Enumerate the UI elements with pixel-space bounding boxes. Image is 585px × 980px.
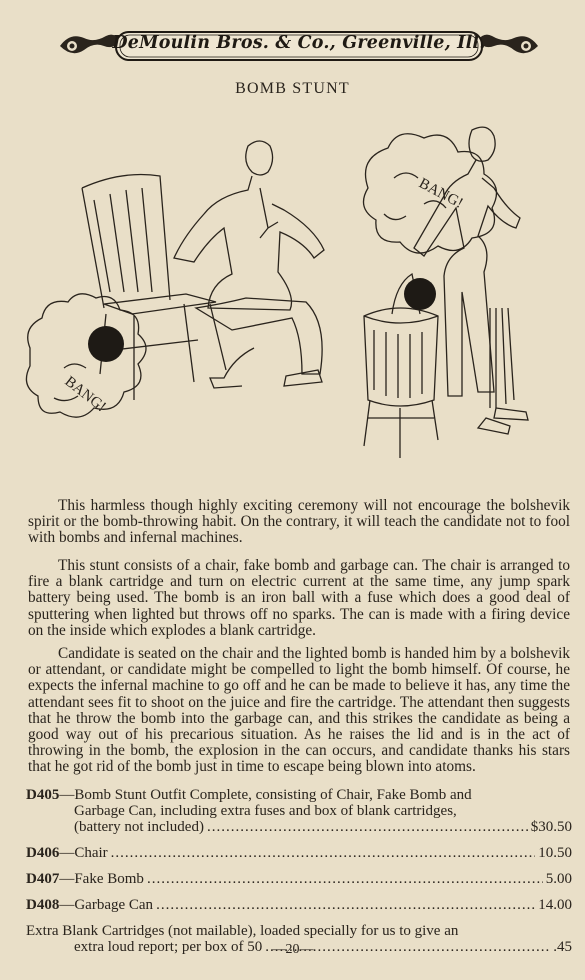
item-price: .45 [553, 939, 572, 955]
price-item-d406 [26, 845, 572, 861]
price-item-d405 [26, 787, 572, 835]
item-description-line: Extra Blank Cartridges (not mailable), loaded specially for us to give an [26, 923, 459, 939]
paragraph-description: This stunt consists of a chair, fake bomb and garbage can. The chair is arranged to fire a blank cartridge and turn on electric current at the same time, any jump spark battery being used. The bomb is an iron ball with a fuse which does a good deal of sputtering when lighted but throws off no sparks. The can is made with a firing device on the inside which explodes a blank cartridge. [28, 557, 570, 639]
startled-man [414, 127, 528, 434]
item-price: $30.50 [530, 819, 572, 835]
seated-man [174, 141, 324, 388]
item-description-line: extra loud report; per box of 50 [74, 939, 263, 955]
price-item-d408 [26, 897, 572, 913]
leader-dots [156, 897, 535, 913]
item-code: D407 [26, 871, 60, 887]
leader-dots [207, 819, 528, 835]
paragraph-procedure: Candidate is seated on the chair and the lighted bomb is handed him by a bolshevik or attendant, or candidate might be compelled to light the bomb himself. Of course, he expects the infernal machine to go off and he can be made to believe it has, any time the attendant sees fit to shoot on the juice and fire the cartridge. The attendant then suggests that he throw the bomb into the garbage can, and this strikes the candidate as being a good way out of his precarious situation. As he raises the lid and is in the act of throwing in the bomb, the explosion in the can occurs, and candidate thanks his stars that he got rid of the bomb just in time to escape being blown into atoms. [28, 645, 570, 776]
right-bomb [404, 278, 436, 310]
banner-text: DeMoulin Bros. & Co., Greenville, Ill. [112, 33, 486, 53]
item-price: 14.00 [538, 897, 572, 913]
right-bang-label: BANG! [416, 175, 466, 212]
item-price: 5.00 [545, 871, 572, 887]
item-price: 10.50 [538, 845, 572, 861]
item-description-line: —Bomb Stunt Outfit Complete, consisting of Chair, Fake Bomb and [59, 787, 472, 803]
paragraph-intro: This harmless though highly exciting ceremony will not encourage the bolshevik spirit or the bomb-throwing habit. On the contrary, it will teach the candidate not to fool with bombs and infernal machines. [28, 497, 570, 547]
bomb-stunt-illustration [24, 118, 564, 478]
header-banner [58, 28, 540, 64]
page-number: —20— [271, 942, 314, 957]
chair [82, 175, 226, 401]
left-bomb [88, 326, 124, 362]
item-description: —Fake Bomb [59, 871, 144, 887]
left-bang-label: BANG! [61, 373, 109, 416]
page-title: BOMB STUNT [235, 80, 350, 97]
item-description: —Garbage Can [59, 897, 154, 913]
price-list [26, 787, 572, 955]
garbage-can [364, 308, 438, 458]
item-description: —Chair [59, 845, 108, 861]
item-code: D406 [26, 845, 60, 861]
item-description-line: (battery not included) [74, 819, 204, 835]
item-code: D405 [26, 787, 60, 803]
item-description-line: Garbage Can, including extra fuses and box of blank cartridges, [74, 803, 457, 819]
leader-dots [111, 845, 536, 861]
leader-dots [147, 871, 543, 887]
price-item-d407 [26, 871, 572, 887]
item-code: D408 [26, 897, 60, 913]
